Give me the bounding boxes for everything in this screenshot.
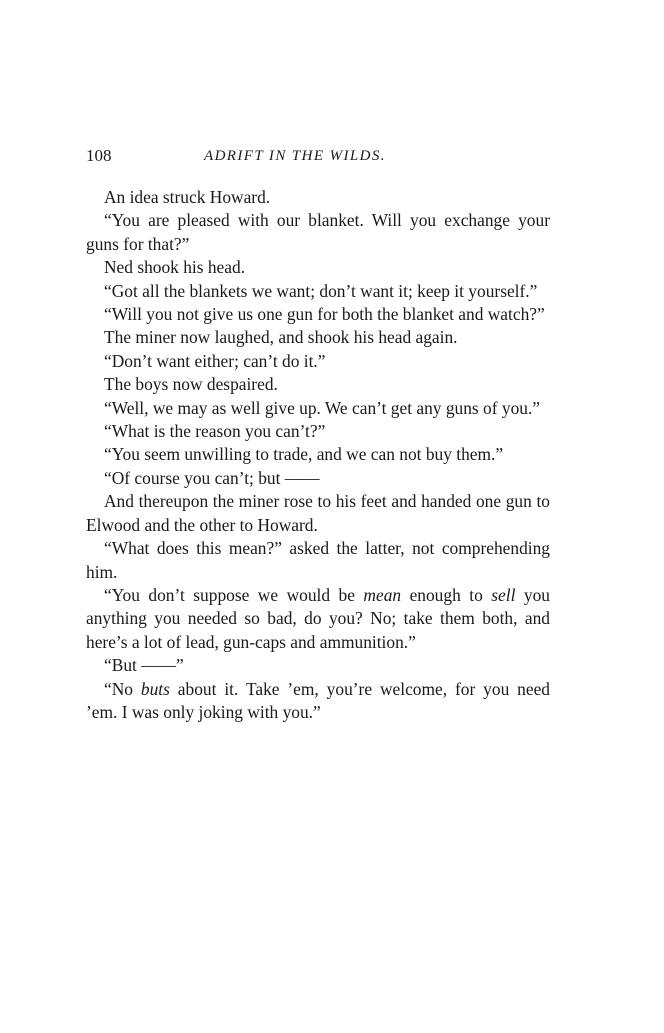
text-run: “Of course you can’t; but —— (104, 467, 320, 488)
paragraph (86, 350, 550, 373)
text-run: “No (104, 678, 141, 699)
paragraph (86, 209, 550, 256)
text-run: “Don’t want either; can’t do it.” (104, 350, 326, 371)
paragraph (86, 537, 550, 584)
italic-text: mean (363, 584, 402, 605)
italic-text: buts (140, 678, 170, 699)
text-run: And thereupon the miner rose to his feet and handed one gun to Elwood and the other to Howard. (86, 491, 550, 535)
text-run: about it. Take ’em, you’re welcome, for you need ’em. I was only joking with you.” (86, 678, 550, 722)
running-title: ADRIFT IN THE WILDS. (204, 148, 386, 164)
paragraph (86, 397, 550, 420)
text-run: “Got all the blankets we want; don’t want it; keep it yourself.” (104, 280, 538, 301)
text-run: “Well, we may as well give up. We can’t get any guns of you.” (104, 397, 541, 418)
text-run: “You are pleased with our blanket. Will you exchange your guns for that?” (86, 210, 550, 254)
paragraph (86, 678, 550, 725)
paragraph (86, 654, 550, 677)
text-run: The boys now despaired. (104, 374, 278, 395)
text-run: An idea struck Howard. (104, 187, 271, 207)
text-run: you anything you needed so bad, do you? No; take them both, and here’s a lot of lead, gun-caps and ammunition.” (86, 584, 550, 652)
text-run: “What does this mean?” asked the latter, not comprehending him. (86, 538, 550, 582)
text-run: “Will you not give us one gun for both the blanket and watch?” (104, 304, 545, 325)
paragraph (86, 280, 550, 303)
page-number: 108 (86, 146, 112, 165)
text-run: enough to (401, 584, 492, 605)
paragraph (86, 373, 550, 396)
text-run: The miner now laughed, and shook his head again. (104, 327, 458, 348)
page-header (86, 146, 550, 170)
paragraph (86, 584, 550, 654)
text-run: “But ——” (104, 655, 184, 676)
paragraph (86, 490, 550, 537)
paragraph (86, 420, 550, 443)
paragraph (86, 443, 550, 466)
text-run: “What is the reason you can’t?” (104, 421, 326, 442)
text-run: “You seem unwilling to trade, and we can not buy them.” (104, 444, 504, 465)
text-run: Ned shook his head. (104, 257, 246, 278)
body-text (86, 186, 550, 724)
text-run: “You don’t suppose we would be (104, 584, 364, 605)
paragraph (86, 256, 550, 279)
paragraph (86, 303, 550, 326)
paragraph (86, 326, 550, 349)
paragraph (86, 467, 550, 490)
paragraph (86, 186, 550, 209)
italic-text: sell (491, 584, 516, 605)
